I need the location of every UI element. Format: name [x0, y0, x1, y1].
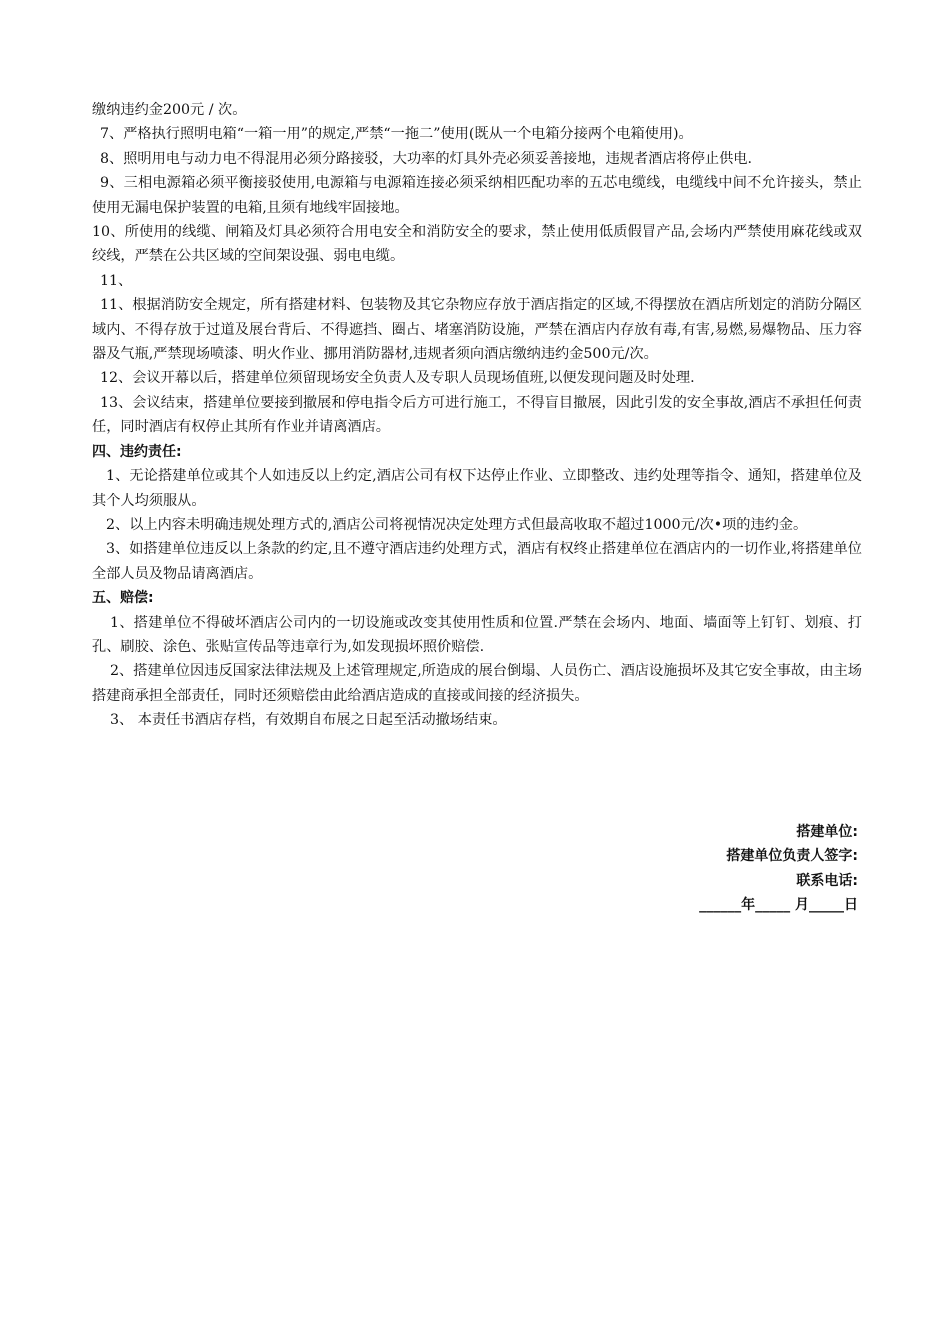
clause-13: 13、会议结束，搭建单位要接到撤展和停电指令后方可进行施工，不得盲目撤展，因此引发的安全事故,酒店不承担任何责任，同时酒店有权停止其所有作业并请离酒店。 [92, 394, 862, 436]
clause-12: 12、会议开幕以后，搭建单位须留现场安全负责人及专职人员现场值班,以便发现问题及时处理. [100, 370, 695, 387]
signature-unit: 搭建单位: [796, 824, 858, 840]
section-heading-compensation: 五、赔偿: [92, 590, 154, 607]
liability-1: 1、无论搭建单位或其个人如违反以上约定,酒店公司有权下达停止作业、立即整改、违约处理等指令、通知，搭建单位及其个人均须服从。 [92, 468, 862, 509]
clause-7: 7、严格执行照明电箱“一箱一用”的规定,严禁“一拖二”使用(既从一个电箱分接两个电箱使用)。 [100, 126, 693, 143]
signature-block [699, 820, 858, 918]
clause-10: 10、所使用的线缆、闸箱及灯具必须符合用电安全和消防安全的要求，禁止使用低质假冒产品,会场内严禁使用麻花线或双绞线，严禁在公共区域的空间架设强、弱电电缆。 [92, 224, 862, 265]
signature-phone: 联系电话: [796, 872, 858, 889]
signature-date: ______年_____ 月_____日 [699, 897, 858, 914]
document-body [92, 98, 862, 733]
clause-11-empty: 11、 [100, 272, 133, 289]
clause-9: 9、三相电源箱必须平衡接驳使用,电源箱与电源箱连接必须采纳相匹配功率的五芯电缆线，电缆线中间不允许接头，禁止使用无漏电保护装置的电箱,且须有地线牢固接地。 [92, 175, 862, 216]
clause-8: 8、照明用电与动力电不得混用必须分路接驳，大功率的灯具外壳必须妥善接地，违规者酒店将停止供电. [100, 150, 752, 167]
liability-3: 3、如搭建单位违反以上条款的约定,且不遵守酒店违约处理方式，酒店有权终止搭建单位在酒店内的一切作业,将搭建单位全部人员及物品请离酒店。 [92, 541, 862, 582]
paragraph-continued: 缴纳违约金200元 / 次。 [92, 102, 247, 118]
signature-leader: 搭建单位负责人签字: [726, 848, 858, 865]
compensation-1: 1、搭建单位不得破坏酒店公司内的一切设施或改变其使用性质和位置.严禁在会场内、地面、墙面等上钉钉、划痕、打孔、刷胶、涂色、张贴宣传品等违章行为,如发现损坏照价赔偿. [92, 614, 862, 655]
compensation-3: 3、 本责任书酒店存档，有效期自布展之日起至活动撤场结束。 [110, 712, 507, 729]
clause-11: 11、根据消防安全规定，所有搭建材料、包装物及其它杂物应存放于酒店指定的区域,不得摆放在酒店所划定的消防分隔区域内、不得存放于过道及展台背后、不得遮挡、圈占、堵塞消防设施，严禁在酒店内存放有毒,有害,易燃,易爆物品、压力容器及气瓶,严禁现场喷漆、明火作业、挪用消防器材,违规者须向酒店缴纳违约金500元/次。 [92, 297, 862, 363]
section-heading-liability: 四、违约责任: [92, 443, 182, 460]
liability-2: 2、以上内容未明确违规处理方式的,酒店公司将视情况决定处理方式但最高收取不超过1000元/次•项的违约金。 [106, 516, 808, 533]
compensation-2: 2、搭建单位因违反国家法律法规及上述管理规定,所造成的展台倒塌、人员伤亡、酒店设施损坏及其它安全事故，由主场搭建商承担全部责任，同时还须赔偿由此给酒店造成的直接或间接的经济损失。 [92, 663, 862, 704]
